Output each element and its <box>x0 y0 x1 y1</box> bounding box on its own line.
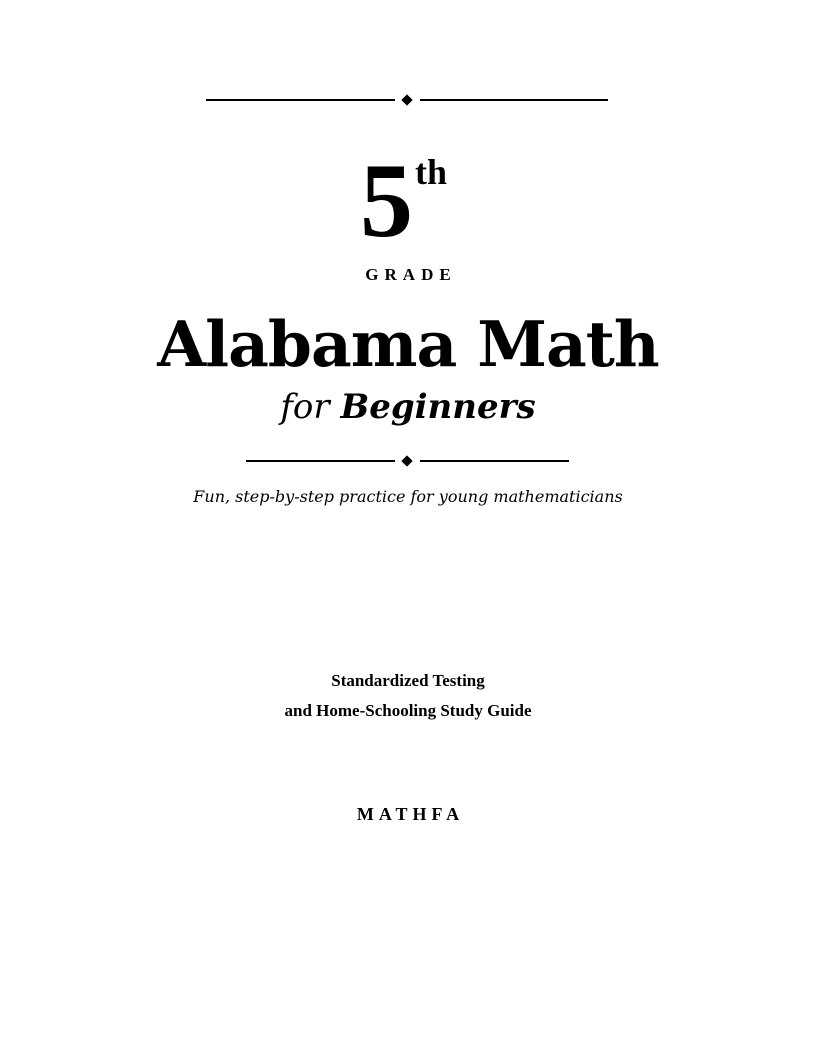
middle-ornament-divider <box>246 455 569 467</box>
publisher-name: MATHFA <box>356 804 465 824</box>
book-title: Alabama Math <box>157 307 659 381</box>
diamond-icon <box>401 94 412 105</box>
top-ornament-divider <box>206 94 608 106</box>
subtitle-beginners: Beginners <box>340 387 536 427</box>
divider-line-right <box>420 99 608 101</box>
guide-description-line-1: Standardized Testing <box>331 671 485 690</box>
divider-line-left <box>206 99 395 101</box>
diamond-icon <box>401 455 412 466</box>
divider-line-left <box>246 460 395 462</box>
subtitle-for: for <box>280 387 330 427</box>
divider-line-right <box>420 460 569 462</box>
grade-label: GRADE <box>365 265 457 284</box>
grade-ordinal-suffix: th <box>415 152 448 192</box>
book-subtitle <box>0 389 816 426</box>
tagline: Fun, step-by-step practice for young mathematicians <box>193 487 623 506</box>
grade-number: 5 <box>360 142 413 259</box>
guide-description-line-2: and Home-Schooling Study Guide <box>284 701 532 720</box>
